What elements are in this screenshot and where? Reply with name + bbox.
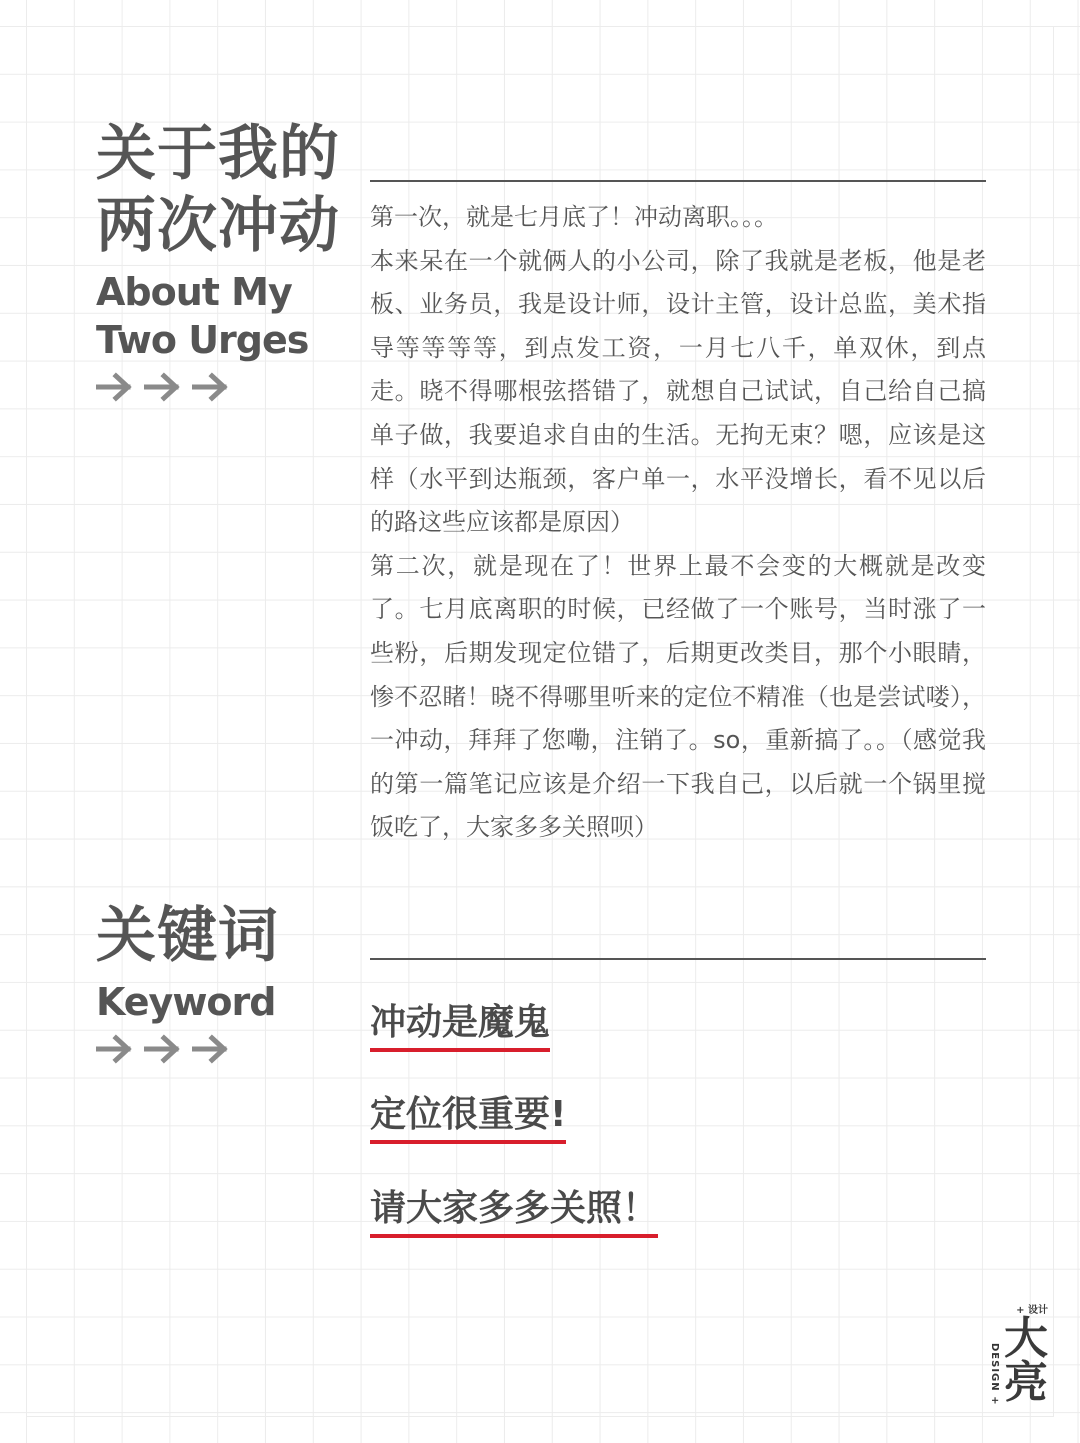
arrow-right-icon <box>96 372 134 402</box>
section1-title-en-line2: Two Urges <box>96 318 309 362</box>
paragraph: 第二次，就是现在了！世界上最不会变的大概就是改变了。七月底离职的时候，已经做了一个账号，当时涨了一些粉，后期发现定位错了，后期更改类目，那个小眼睛，惨不忍睹！晓不得哪里听来的定位不精准（也是尝试喽），一冲动，拜拜了您嘞，注销了。so，重新搞了。。（感觉我的第一篇笔记应该是介绍一下我自己，以后就一个锅里搅饭吃了，大家多多关照呗） <box>370 551 986 842</box>
arrow-right-icon <box>144 372 182 402</box>
paragraph: 第一次，就是七月底了！冲动离职。。。 <box>370 203 778 231</box>
arrow-right-icon <box>144 1034 182 1064</box>
keyword-item: 请大家多多关照！ <box>370 1186 658 1238</box>
paragraph: 本来呆在一个就俩人的小公司，除了我就是老板，他是老板、业务员，我是设计师，设计主管，设计总监，美术指导等等等等，到点发工资，一月七八千，单双休，到点走。晓不得哪根弦搭错了，就想自己试试，自己给自己搞单子做，我要追求自由的生活。无拘无束？嗯，应该是这样（水平到达瓶颈，客户单一，水平没增长，看不见以后的路这些应该都是原因） <box>370 246 986 537</box>
logo-top-text: + 设计 <box>1016 1305 1048 1316</box>
keyword-item: 冲动是魔鬼 <box>370 1000 550 1052</box>
section2-title-zh: 关键词 <box>96 901 279 971</box>
section2-heading <box>96 900 279 1064</box>
section2-title-en: Keyword <box>96 980 276 1024</box>
arrow-right-icon <box>192 372 230 402</box>
section1-title-en-line1: About My <box>96 270 292 314</box>
section1-body <box>370 196 986 850</box>
section2-divider <box>370 958 986 960</box>
keyword-item: 定位很重要! <box>370 1092 566 1144</box>
logo-side-text: DESIGN + <box>989 1342 1000 1405</box>
logo-line1: 大 <box>1004 1313 1048 1364</box>
brand-logo <box>988 1305 1048 1408</box>
section1-heading <box>96 118 340 402</box>
section1-title-zh-line1: 关于我的 <box>96 119 340 189</box>
section1-title-zh-line2: 两次冲动 <box>96 191 340 261</box>
logo-line2: 亮 <box>1004 1357 1048 1408</box>
section1-divider <box>370 180 986 182</box>
arrow-right-icon <box>96 1034 134 1064</box>
logo-mark <box>1004 1305 1048 1408</box>
arrow-right-icon <box>192 1034 230 1064</box>
section1-arrows <box>96 372 340 402</box>
section2-arrows <box>96 1034 279 1064</box>
